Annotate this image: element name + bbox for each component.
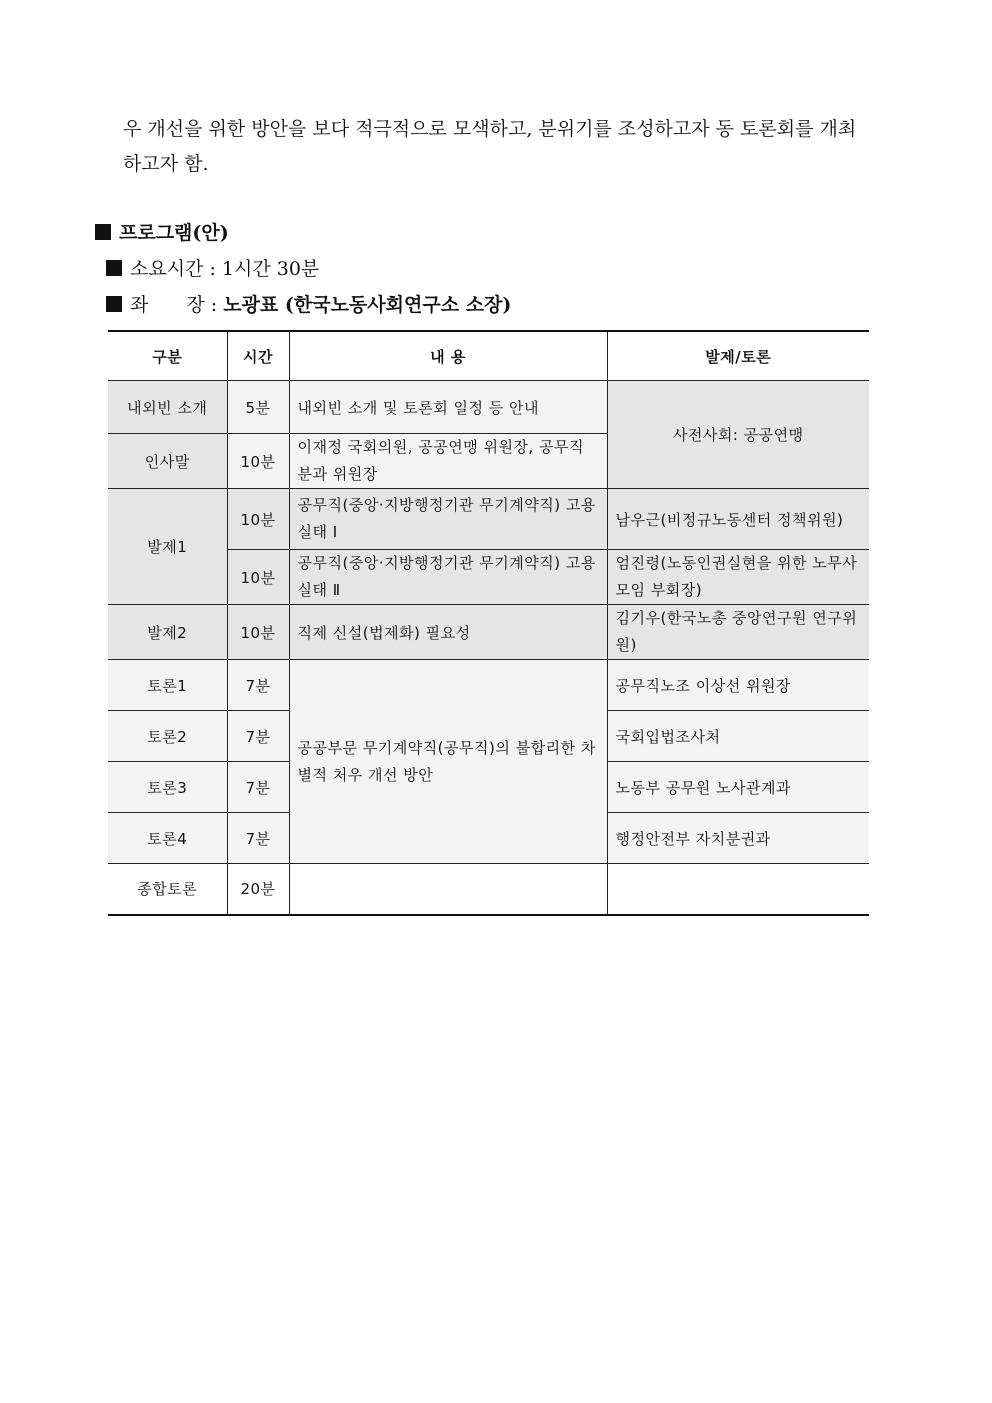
table-row: 발제2 10분 직제 신설(법제화) 필요성 김기우(한국노총 중앙연구원 연구위원) bbox=[108, 605, 869, 660]
table-row: 종합토론 20분 bbox=[108, 864, 869, 915]
header-time: 시간 bbox=[227, 331, 289, 381]
intro-line-2: 하고자 함. bbox=[123, 153, 209, 175]
header-category: 구분 bbox=[108, 331, 227, 381]
square-bullet-icon bbox=[95, 224, 111, 240]
table-row: 토론1 7분 공공부문 무기계약직(공무직)의 불합리한 차별적 처우 개선 방안 공무직노조 이상선 위원장 bbox=[108, 660, 869, 711]
program-table bbox=[108, 330, 869, 916]
header-content: 내 용 bbox=[289, 331, 607, 381]
intro-paragraph bbox=[123, 112, 898, 182]
intro-line-1: 우 개선을 위한 방안을 보다 적극적으로 모색하고, 분위기를 조성하고자 동 토론회를 개최 bbox=[123, 118, 857, 140]
duration-line: 소요시간 : 1시간 30분 bbox=[106, 254, 319, 281]
table-row: 발제1 10분 공무직(중앙·지방행정기관 무기계약직) 고용 실태 Ⅰ 남우근(비정규노동센터 정책위원) bbox=[108, 489, 869, 550]
table-header-row bbox=[108, 331, 869, 381]
discussion-content-cell: 공공부문 무기계약직(공무직)의 불합리한 차별적 처우 개선 방안 bbox=[289, 660, 607, 864]
table-row: 내외빈 소개 5분 내외빈 소개 및 토론회 일정 등 안내 사전사회: 공공연맹 bbox=[108, 381, 869, 434]
table-row: 10분 공무직(중앙·지방행정기관 무기계약직) 고용 실태 Ⅱ 엄진령(노동인권실현을 위한 노무사모임 부회장) bbox=[108, 550, 869, 605]
square-bullet-icon bbox=[106, 260, 122, 276]
table-row: 토론3 7분 노동부 공무원 노사관계과 bbox=[108, 762, 869, 813]
table-row: 인사말 10분 이재정 국회의원, 공공연맹 위원장, 공무직분과 위원장 bbox=[108, 434, 869, 489]
table-row: 토론4 7분 행정안전부 자치분권과 bbox=[108, 813, 869, 864]
header-speaker: 발제/토론 bbox=[607, 331, 869, 381]
chair-name: 노광표 (한국노동사회연구소 소장) bbox=[223, 294, 512, 316]
table-row: 토론2 7분 국회입법조사처 bbox=[108, 711, 869, 762]
chair-line: 좌 장 : 노광표 (한국노동사회연구소 소장) bbox=[106, 290, 511, 317]
host-speaker-cell: 사전사회: 공공연맹 bbox=[607, 381, 869, 489]
square-bullet-icon bbox=[106, 296, 122, 312]
program-heading: 프로그램(안) bbox=[95, 218, 229, 245]
